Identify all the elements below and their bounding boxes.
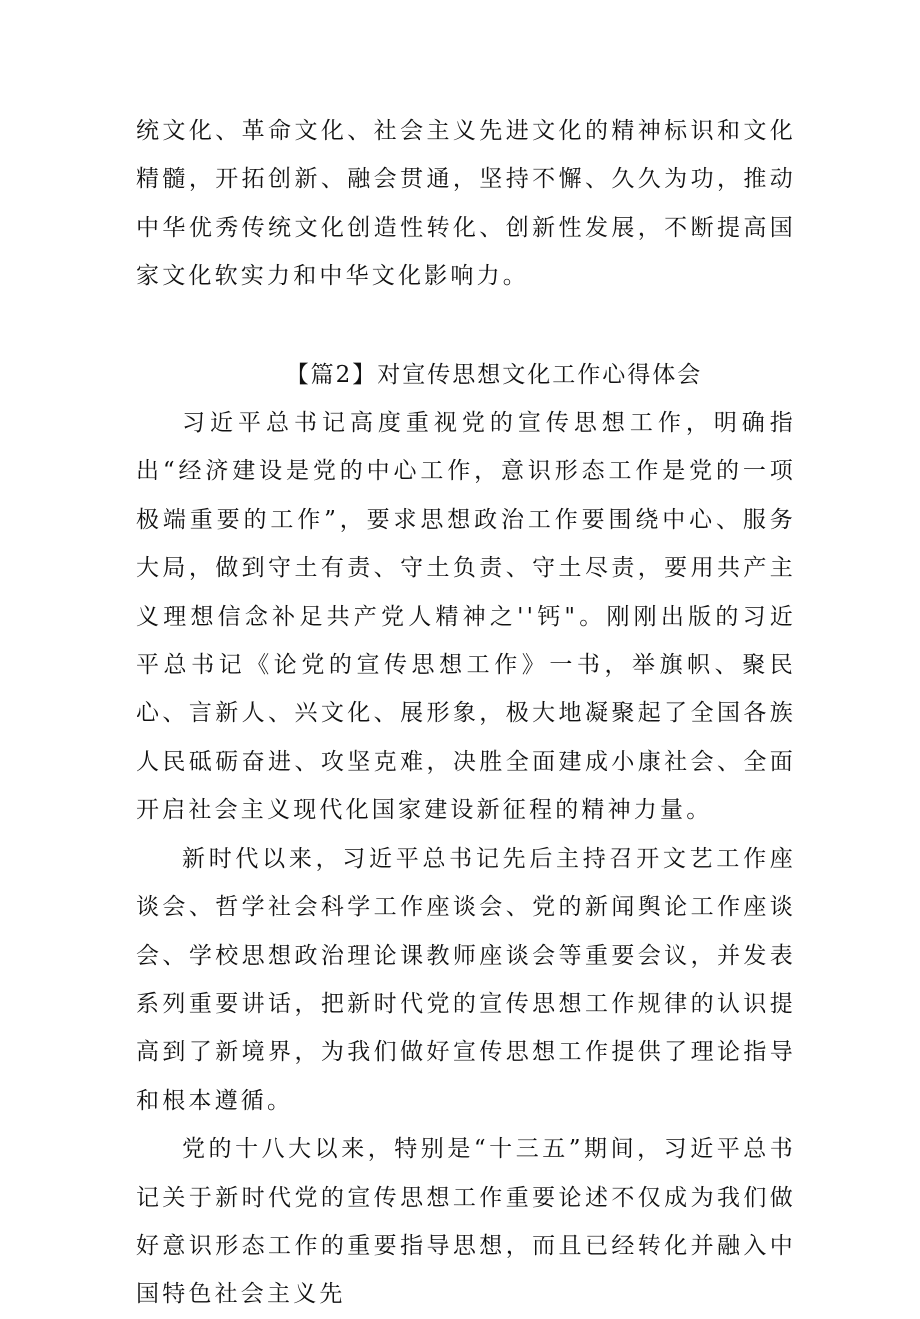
- paragraph-3: 党的十八大以来，特别是“十三五”期间，习近平总书记关于新时代党的宣传思想工作重要论述不仅成为我们做好意识形态工作的重要指导思想，而且已经转化并融入中国特色社会主义先: [136, 1136, 796, 1308]
- paragraph-1: 习近平总书记高度重视党的宣传思想工作，明确指出“经济建设是党的中心工作，意识形态工作是党的一项极端重要的工作”，要求思想政治工作要围绕中心、服务大局，做到守土有责、守土负责、守土尽责，要用共产主义理想信念补足共产党人精神之''钙"。刚刚出版的习近平总书记《论党的宣传思想工作》一书，举旗帜、聚民心、言新人、兴文化、展形象，极大地凝聚起了全国各族人民砥砺奋进、攻坚克难，决胜全面建成小康社会、全面开启社会主义现代化国家建设新征程的精神力量。: [136, 410, 796, 824]
- document-body: [136, 107, 796, 1319]
- section-heading: 【篇2】对宣传思想文化工作心得体会: [285, 361, 703, 388]
- paragraph-2: 新时代以来，习近平总书记先后主持召开文艺工作座谈会、哲学社会科学工作座谈会、党的新闻舆论工作座谈会、学校思想政治理论课教师座谈会等重要会议，并发表系列重要讲话，把新时代党的宣传思想工作规律的认识提高到了新境界，为我们做好宣传思想工作提供了理论指导和根本遵循。: [136, 845, 796, 1114]
- paragraph-continued: 统文化、革命文化、社会主义先进文化的精神标识和文化精髓，开拓创新、融会贯通，坚持不懈、久久为功，推动中华优秀传统文化创造性转化、创新性发展，不断提高国家文化软实力和中华文化影响力。: [136, 118, 796, 290]
